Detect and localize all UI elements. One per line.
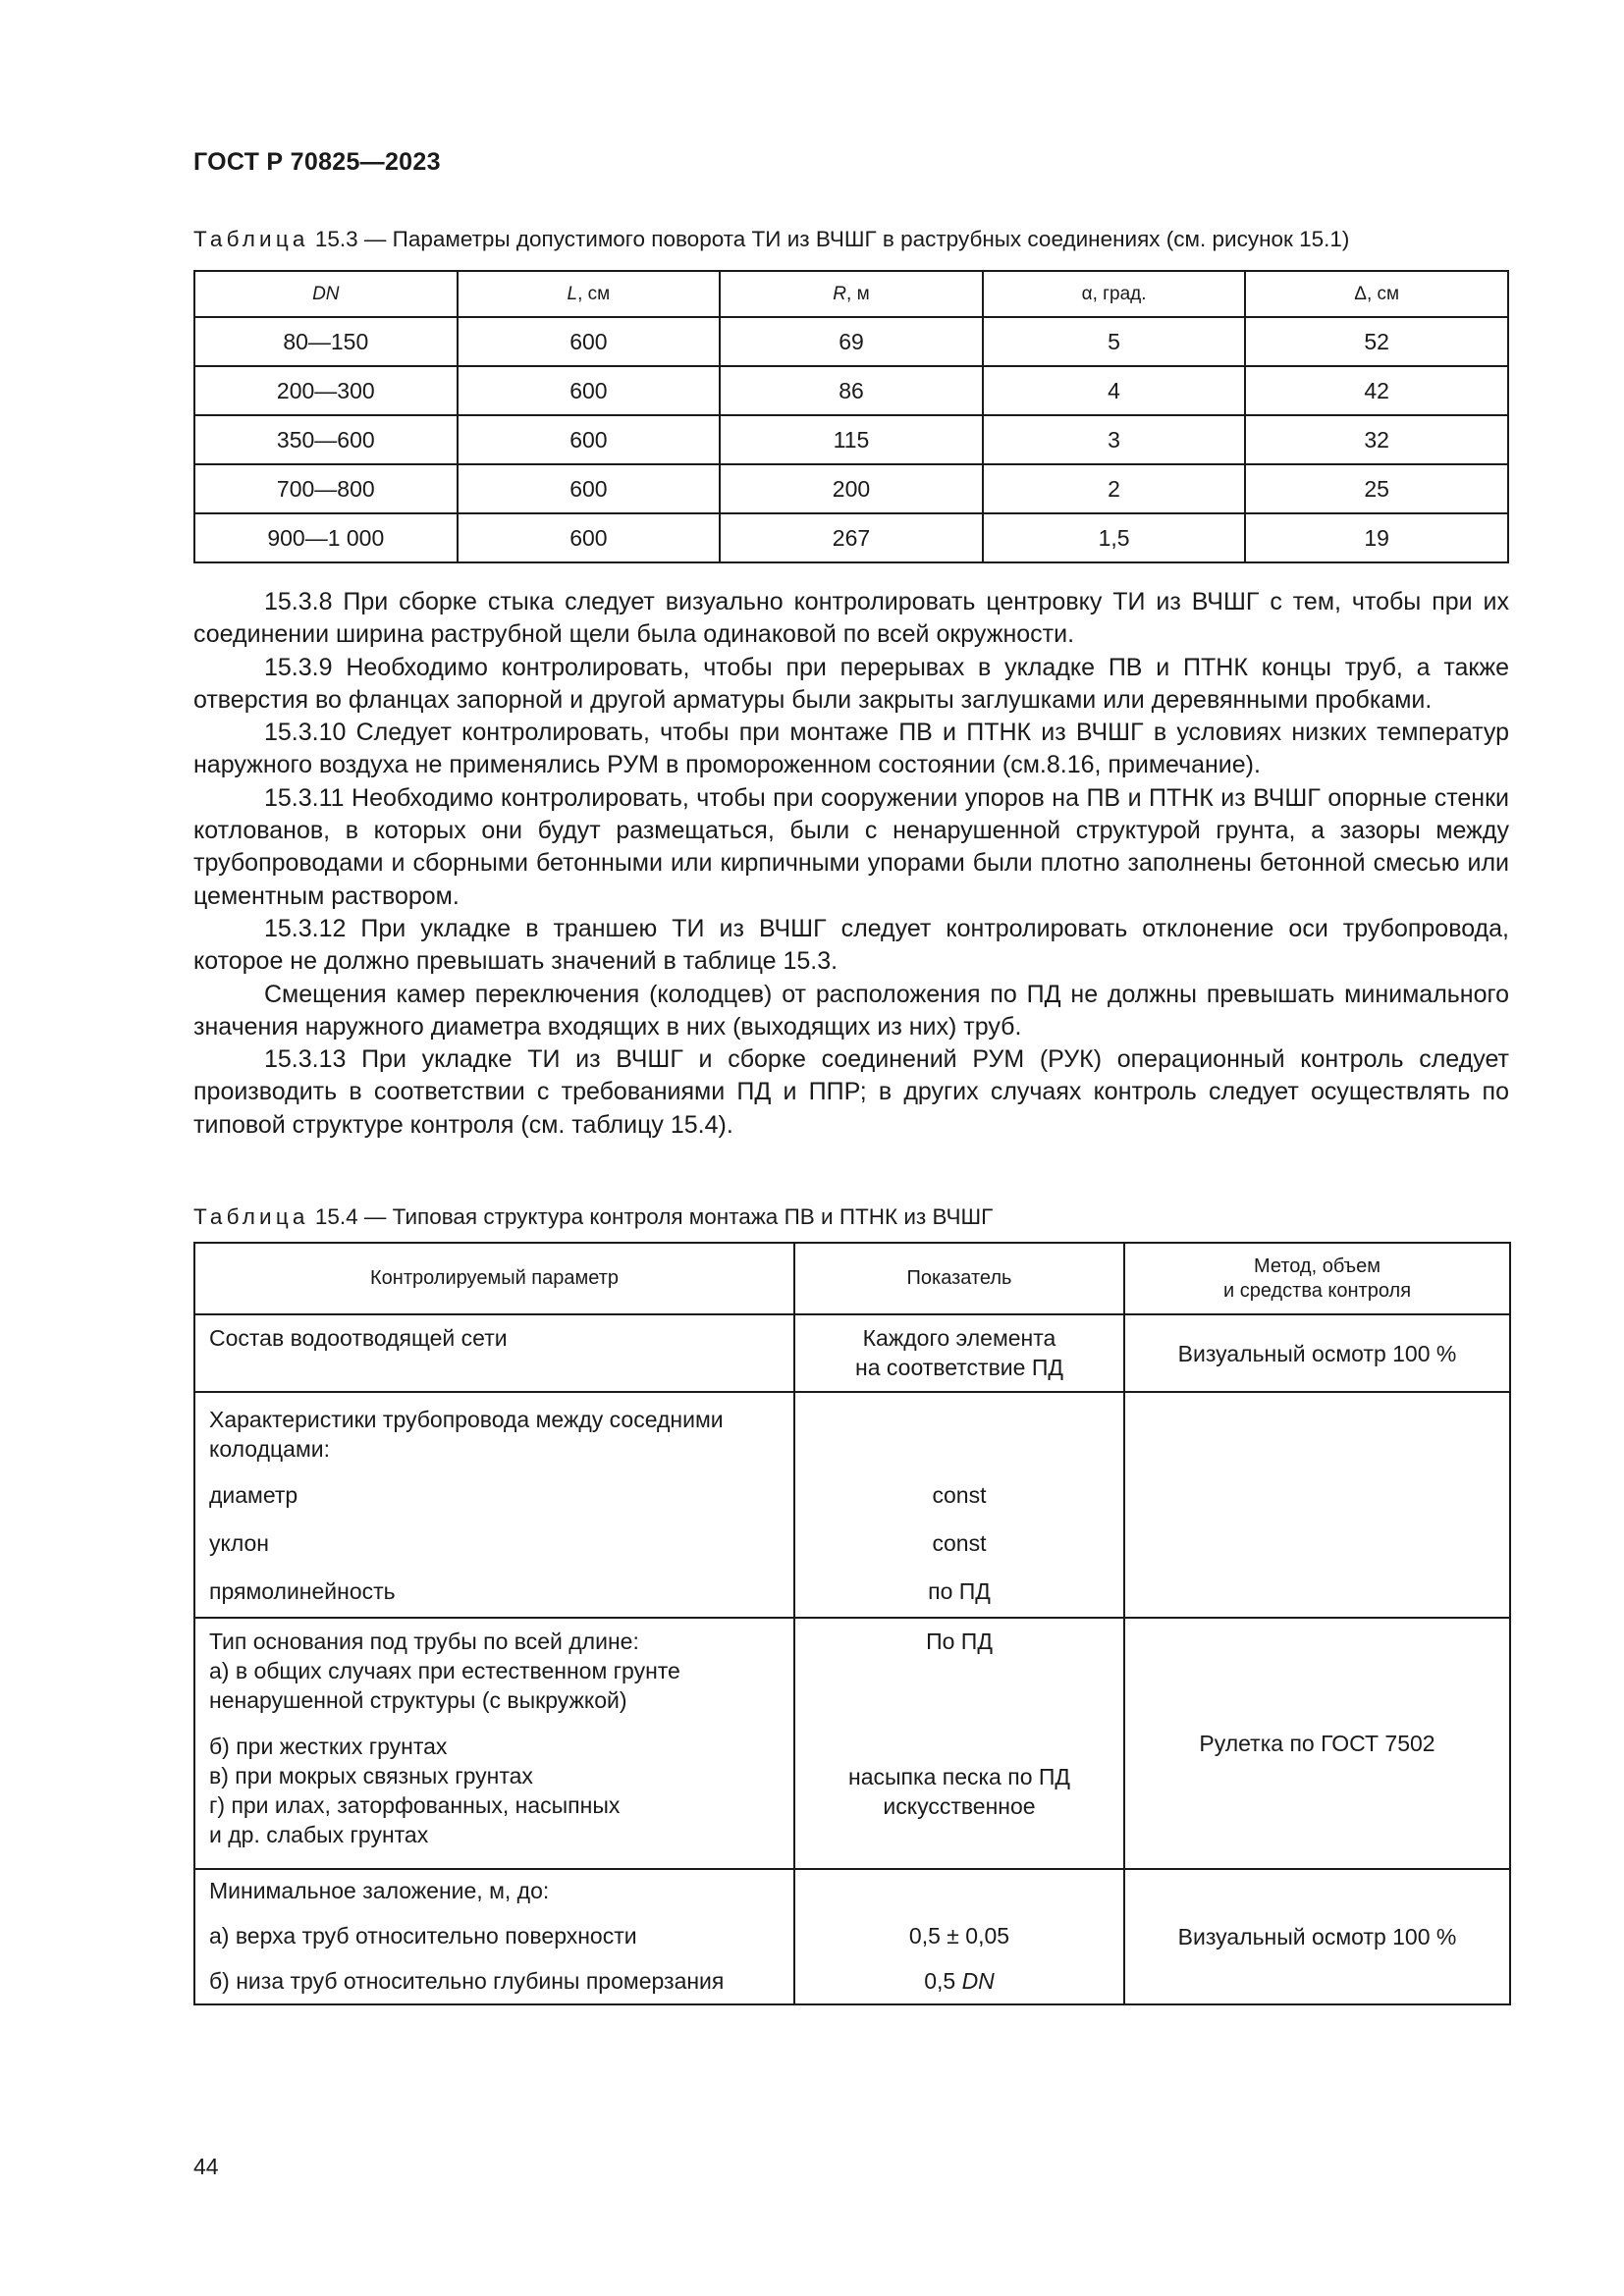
document-code: ГОСТ Р 70825—2023 bbox=[193, 148, 441, 176]
paragraph-15-3-9: 15.3.9 Необходимо контролировать, чтобы при перерывах в укладке ПВ и ПТНК концы труб, а также отверстия во фланцах запорной и другой арматуры были закрыты заглушками или деревянными пробками. bbox=[193, 653, 1509, 714]
cell-method: Визуальный осмотр 100 % bbox=[1124, 1869, 1510, 2004]
body-text bbox=[193, 586, 1509, 1142]
cell-indicator: const const по ПД bbox=[794, 1392, 1124, 1618]
caption-label: Таблица bbox=[193, 1204, 309, 1229]
col-header-dn: DN bbox=[194, 271, 458, 317]
cell: 80—150 bbox=[194, 317, 458, 366]
table-row bbox=[194, 366, 1508, 415]
cell: 32 bbox=[1245, 415, 1508, 464]
cell: 267 bbox=[720, 513, 983, 562]
table-15-3 bbox=[193, 270, 1509, 563]
cell: 700—800 bbox=[194, 464, 458, 513]
cell: 69 bbox=[720, 317, 983, 366]
cell: 200—300 bbox=[194, 366, 458, 415]
col-header-indicator: Показатель bbox=[794, 1243, 1124, 1314]
table-row bbox=[194, 464, 1508, 513]
cell: 600 bbox=[458, 366, 721, 415]
cell: 600 bbox=[458, 317, 721, 366]
cell: 900—1 000 bbox=[194, 513, 458, 562]
cell: 600 bbox=[458, 415, 721, 464]
caption-text: 15.3 — Параметры допустимого поворота ТИ из ВЧШГ в раструбных соединениях (см. рисунок 15.1) bbox=[314, 227, 1350, 251]
cell-param: Характеристики трубопровода между соседними колодцами: диаметр уклон прямолинейность bbox=[194, 1392, 794, 1618]
cell: 86 bbox=[720, 366, 983, 415]
cell: 3 bbox=[983, 415, 1246, 464]
table-row bbox=[194, 317, 1508, 366]
paragraph-15-3-10: 15.3.10 Следует контролировать, чтобы при монтаже ПВ и ПТНК из ВЧШГ в условиях низких температур наружного воздуха не применялись РУМ в промороженном состоянии (см.8.16, примечание). bbox=[193, 719, 1509, 779]
table-15-4 bbox=[193, 1242, 1511, 2005]
cell-method: Визуальный осмотр 100 % bbox=[1124, 1314, 1510, 1392]
cell: 4 bbox=[983, 366, 1246, 415]
cell: 600 bbox=[458, 513, 721, 562]
col-header-method: Метод, объем и средства контроля bbox=[1124, 1243, 1510, 1314]
cell-method: Рулетка по ГОСТ 7502 bbox=[1124, 1618, 1510, 1869]
cell: 350—600 bbox=[194, 415, 458, 464]
cell: 19 bbox=[1245, 513, 1508, 562]
table-row bbox=[194, 1314, 1510, 1392]
col-header-delta: Δ, см bbox=[1245, 271, 1508, 317]
col-header-radius: R, м bbox=[720, 271, 983, 317]
cell-method-empty bbox=[1124, 1392, 1510, 1618]
cell-param: Тип основания под трубы по всей длине: а) в общих случаях при естественном грунте ненарушенной структуры (с выкружкой) б) при жестких грунтах в) при мокрых связных грунтах г) при илах, заторфованных, насыпных и др. слабых грунтах bbox=[194, 1618, 794, 1869]
col-header-angle: α, град. bbox=[983, 271, 1246, 317]
table-header-row bbox=[194, 1243, 1510, 1314]
cell: 25 bbox=[1245, 464, 1508, 513]
table-row bbox=[194, 1869, 1510, 2004]
cell-indicator: Каждого элемента на соответствие ПД bbox=[794, 1314, 1124, 1392]
table-row bbox=[194, 1392, 1510, 1618]
paragraph-15-3-11: 15.3.11 Необходимо контролировать, чтобы при сооружении упоров на ПВ и ПТНК из ВЧШГ опорные стенки котлованов, в которых они будут размещаться, были с ненарушенной структурой грунта, а зазоры между трубопроводами и сборными бетонными или кирпичными упорами были плотно заполнены бетонной смесью или цементным раствором. bbox=[193, 783, 1509, 910]
cell: 42 bbox=[1245, 366, 1508, 415]
cell: 52 bbox=[1245, 317, 1508, 366]
cell: 600 bbox=[458, 464, 721, 513]
page-number: 44 bbox=[193, 2154, 219, 2179]
col-header-length: L, см bbox=[458, 271, 721, 317]
cell: 200 bbox=[720, 464, 983, 513]
table-row bbox=[194, 415, 1508, 464]
table-row bbox=[194, 513, 1508, 562]
caption-label: Таблица bbox=[193, 227, 309, 251]
paragraph-15-3-12: 15.3.12 При укладке в траншею ТИ из ВЧШГ следует контролировать отклонение оси трубопровода, которое не должно превышать значений в таблице 15.3. bbox=[193, 914, 1509, 976]
cell: 2 bbox=[983, 464, 1246, 513]
paragraph-15-3-8: 15.3.8 При сборке стыка следует визуально контролировать центровку ТИ из ВЧШГ с тем, чтобы при их соединении ширина раструбной щели была одинаковой по всей окружности. bbox=[193, 588, 1509, 649]
cell-param: Минимальное заложение, м, до: а) верха труб относительно поверхности б) низа труб относительно глубины промерзания bbox=[194, 1869, 794, 2004]
table-15-4-caption bbox=[193, 1204, 993, 1230]
cell-indicator: 0,5 ± 0,05 0,5 DN bbox=[794, 1869, 1124, 2004]
caption-text: 15.4 — Типовая структура контроля монтажа ПВ и ПТНК из ВЧШГ bbox=[314, 1204, 994, 1229]
col-header-param: Контролируемый параметр bbox=[194, 1243, 794, 1314]
table-15-3-caption bbox=[193, 227, 1349, 252]
paragraph-15-3-13: 15.3.13 При укладке ТИ из ВЧШГ и сборке соединений РУМ (РУК) операционный контроль следует производить в соответствии с требованиями ПД и ППР; в других случаях контроль следует осуществлять по типовой структуре контроля (см. таблицу 15.4). bbox=[193, 1045, 1509, 1139]
cell: 1,5 bbox=[983, 513, 1246, 562]
cell: 115 bbox=[720, 415, 983, 464]
table-header-row bbox=[194, 271, 1508, 317]
cell: 5 bbox=[983, 317, 1246, 366]
paragraph-chamber-offset: Смещения камер переключения (колодцев) от расположения по ПД не должны превышать минимального значения наружного диаметра входящих в них (выходящих из них) труб. bbox=[193, 980, 1509, 1041]
cell-indicator: По ПД насыпка песка по ПД искусственное bbox=[794, 1618, 1124, 1869]
cell-param: Состав водоотводящей сети bbox=[194, 1314, 794, 1392]
